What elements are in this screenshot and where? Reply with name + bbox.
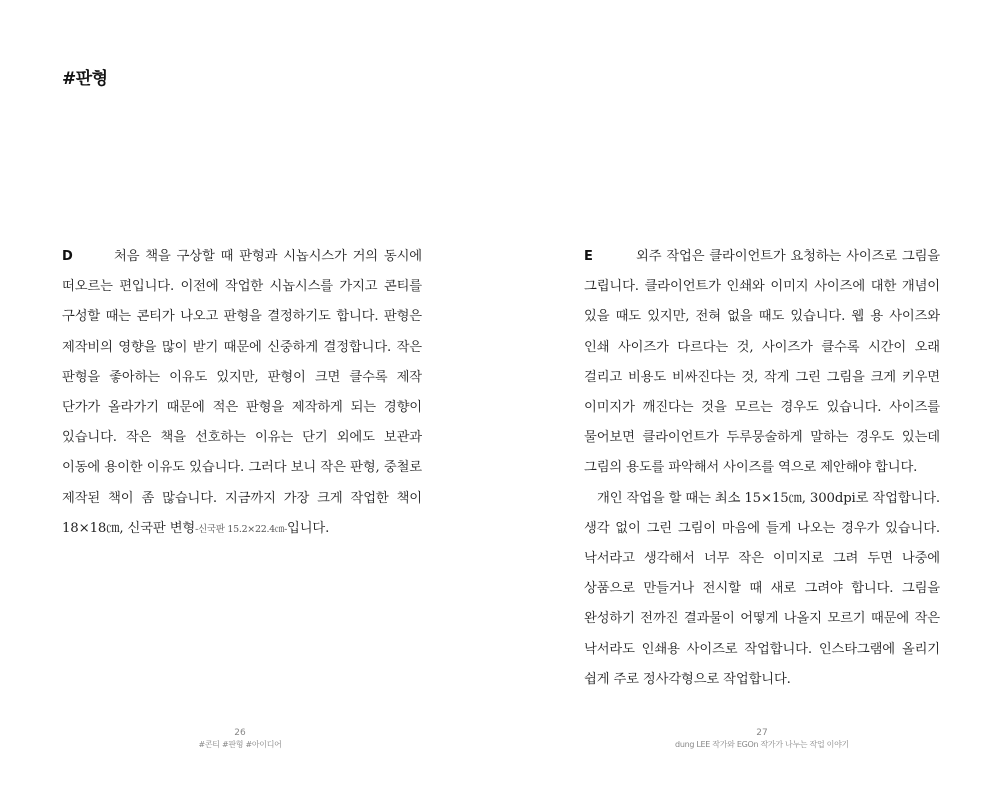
paragraph-1-text: 외주 작업은 클라이언트가 요청하는 사이즈로 그림을 그립니다. 클라이언트가 인쇄와 이미지 사이즈에 대한 개념이 있을 때도 있지만, 전혀 없을 때도 있습니다. 웹 용 사이즈와 인쇄 사이즈가 다르다는 것, 사이즈가 클수록 시간이 오래 걸리고 비용도 비싸진다는 것, 작게 그린 그림을 크게 키우면 이미지가 깨진다는 것을 모르는 경우도 있습니다. 사이즈를 물어보면 클라이언트가 두루뭉술하게 말하는 경우도 있는데 그림의 용도를 파악해서 사이즈를 역으로 제안해야 합니다. xyxy=(584,249,940,476)
section-letter-e: E xyxy=(584,249,593,264)
section-d-paragraph xyxy=(62,242,422,545)
running-footer: dung LEE 작가와 EGOn 작가가 나누는 작업 이야기 xyxy=(675,740,849,749)
running-footer: #콘티 #판형 #아이디어 xyxy=(198,740,282,749)
size-note: -신국판 15.2×22.4㎝- xyxy=(195,523,288,535)
paragraph-main-text: 처음 책을 구상할 때 판형과 시놉시스가 거의 동시에 떠오르는 편입니다. 이전에 작업한 시놉시스를 가지고 콘티를 구성할 때는 콘티가 나오고 판형을 결정하기도 합니다. 판형은 제작비의 영향을 많이 받기 때문에 신중하게 결정합니다. 작은 판형을 좋아하는 이유도 있지만, 판형이 크면 클수록 제작 단가가 올라가기 때문에 적은 판형을 제작하게 되는 경향이 있습니다. 작은 책을 선호하는 이유는 단기 외에도 보관과 이동에 용이한 이유도 있습니다. 그러다 보니 작은 판형, 중철로 제작된 책이 좀 많습니다. 지금까지 가장 크게 작업한 책이 18×18㎝, 신국판 변형 xyxy=(62,249,422,536)
right-page xyxy=(500,0,1000,791)
paragraph-end-text: 입니다. xyxy=(287,520,330,536)
section-e-body xyxy=(584,242,940,695)
left-page-footer xyxy=(0,727,490,751)
section-e-paragraph-1 xyxy=(584,242,940,484)
section-letter-d: D xyxy=(62,249,73,264)
right-page-footer xyxy=(512,727,1000,751)
page-number: 27 xyxy=(756,728,768,738)
section-e-paragraph-2: 개인 작업을 할 때는 최소 15×15㎝, 300dpi로 작업합니다. 생각 없이 그린 그림이 마음에 들게 나오는 경우가 있습니다. 낙서라고 생각해서 너무 작은 이미지로 그려 두면 나중에 상품으로 만들거나 전시할 때 새로 그려야 합니다. 그림을 완성하기 전까진 결과물이 어떻게 나올지 모르기 때문에 작은 낙서라도 인쇄용 사이즈로 작업합니다. 인스타그램에 올리기 쉽게 주로 정사각형으로 작업합니다. xyxy=(584,490,940,687)
section-title: #판형 xyxy=(62,69,108,89)
section-d-body xyxy=(62,242,422,545)
page-number: 26 xyxy=(234,728,246,738)
